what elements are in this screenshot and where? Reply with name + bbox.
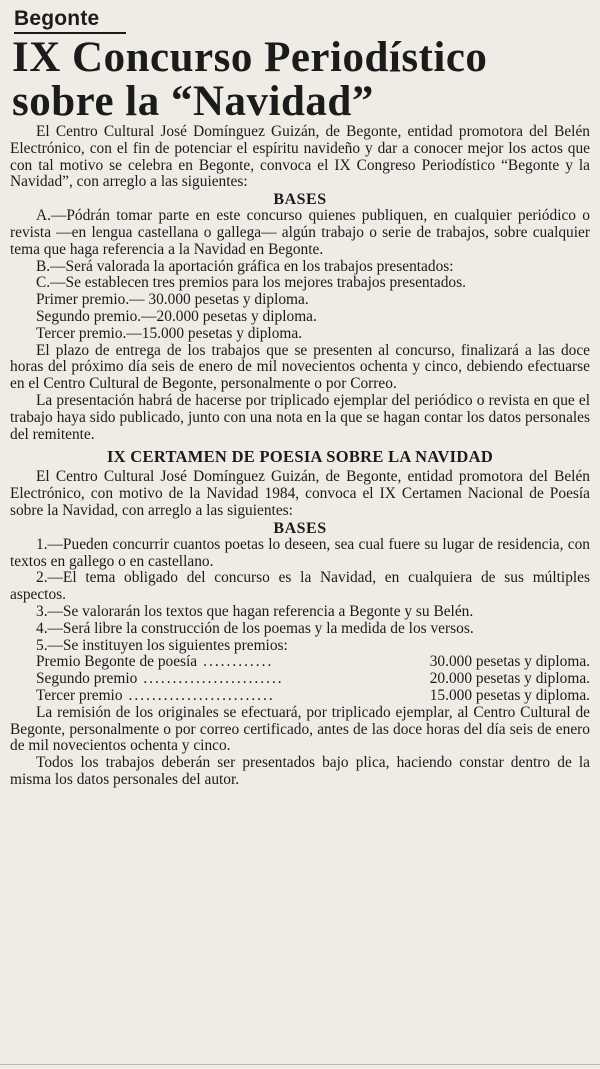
- certamen-prize-row: [10, 671, 590, 688]
- prize-label: Tercer premio: [36, 686, 123, 704]
- prize-value: 30.000 pesetas y diploma.: [429, 653, 590, 671]
- certamen-intro: El Centro Cultural José Domínguez Guizán, de Begonte, entidad promotora del Belén Electrónico, con motivo de la Navidad 1984, convoca el IX Certamen Nacional de Poesía sobre la Navidad, con arreglo a las siguientes:: [10, 468, 590, 519]
- prize-leader-dots: .........................: [128, 687, 275, 704]
- prize-value: 15.000 pesetas y diploma.: [429, 686, 590, 704]
- concurso-base-b: B.—Será valorada la aportación gráfica en los trabajos presentados:: [36, 257, 454, 275]
- concurso-bases-heading: BASES: [273, 191, 327, 209]
- concurso-prize-2: Segundo premio.—20.000 pesetas y diploma.: [36, 307, 317, 325]
- prize-label: Premio Begonte de poesía: [36, 653, 198, 671]
- certamen-base-5: 5.—Se instituyen los siguientes premios:: [36, 636, 288, 654]
- certamen-base-3: 3.—Se valorarán los textos que hagan referencia a Begonte y su Belén.: [36, 602, 474, 620]
- prize-label: Segundo premio: [36, 670, 138, 688]
- concurso-presentacion: La presentación habrá de hacerse por triplicado ejemplar del periódico o revista en que el trabajo haya sido publicado, junto con una nota en la que se hagan contar los datos personales del remitente.: [10, 391, 590, 443]
- prize-leader-dots: ............: [203, 654, 274, 671]
- certamen-title: IX CERTAMEN DE POESIA SOBRE LA NAVIDAD: [106, 447, 494, 467]
- section-kicker: Begonte: [14, 7, 100, 30]
- headline: [10, 36, 590, 124]
- concurso-intro: El Centro Cultural José Domínguez Guizán, de Begonte, entidad promotora del Belén Electrónico, con el fin de potenciar el espíritu navideño y dar a conocer mejor los actos que con tal motivo se celebra en Begonte, convoca el IX Congreso Periodístico “Begonte y la Navidad”, con arreglo a las siguientes:: [10, 123, 590, 191]
- certamen-prize-row: [10, 654, 590, 671]
- certamen-base-1: 1.—Pueden concurrir cuantos poetas lo deseen, sea cual fuere su lugar de residencia, con textos en gallego o en castellano.: [10, 535, 590, 570]
- concurso-plazo: El plazo de entrega de los trabajos que se presenten al concurso, finalizará a las doce horas del próximo día seis de enero de mil novecientos ochenta y cinco, debiendo efectuarse en el Centro Cultural de Begonte, personalmente o por Correo.: [10, 341, 590, 393]
- prize-leader-dots: ........................: [143, 671, 284, 688]
- concurso-prize-3: Tercer premio.—15.000 pesetas y diploma.: [36, 324, 303, 342]
- bottom-divider: [0, 1064, 600, 1065]
- certamen-remision: La remisión de los originales se efectuará, por triplicado ejemplar, al Centro Cultural de Begonte, personalmente o por correo certificado, antes de las doce horas del día seis de enero de mil novecientos ochenta y cinco.: [10, 703, 590, 755]
- headline-line-1: IX Concurso Periodístico: [12, 34, 488, 81]
- certamen-base-4: 4.—Será libre la construcción de los poemas y la medida de los versos.: [36, 619, 474, 637]
- certamen-base-2: 2.—El tema obligado del concurso es la Navidad, en cualquiera de sus múltiples aspectos.: [10, 569, 590, 604]
- certamen-bases-heading: BASES: [273, 519, 327, 537]
- certamen-prize-row: [10, 688, 590, 705]
- article-body: [10, 124, 590, 789]
- headline-line-2: sobre la “Navidad”: [12, 78, 374, 125]
- prize-value: 20.000 pesetas y diploma.: [429, 670, 590, 688]
- concurso-base-a: A.—Pódrán tomar parte en este concurso quienes publiquen, en cualquier periódico o revista —en lengua castellana o gallega— algún trabajo o serie de trabajos, sobre cualquier tema que haga referencia a la Navidad en Begonte.: [10, 207, 590, 258]
- concurso-prize-1: Primer premio.— 30.000 pesetas y diploma.: [36, 291, 309, 309]
- certamen-plica: Todos los trabajos deberán ser presentados bajo plica, haciendo constar dentro de la misma los datos personales del autor.: [10, 754, 590, 788]
- concurso-base-c: C.—Se establecen tres premios para los mejores trabajos presentados.: [36, 274, 466, 292]
